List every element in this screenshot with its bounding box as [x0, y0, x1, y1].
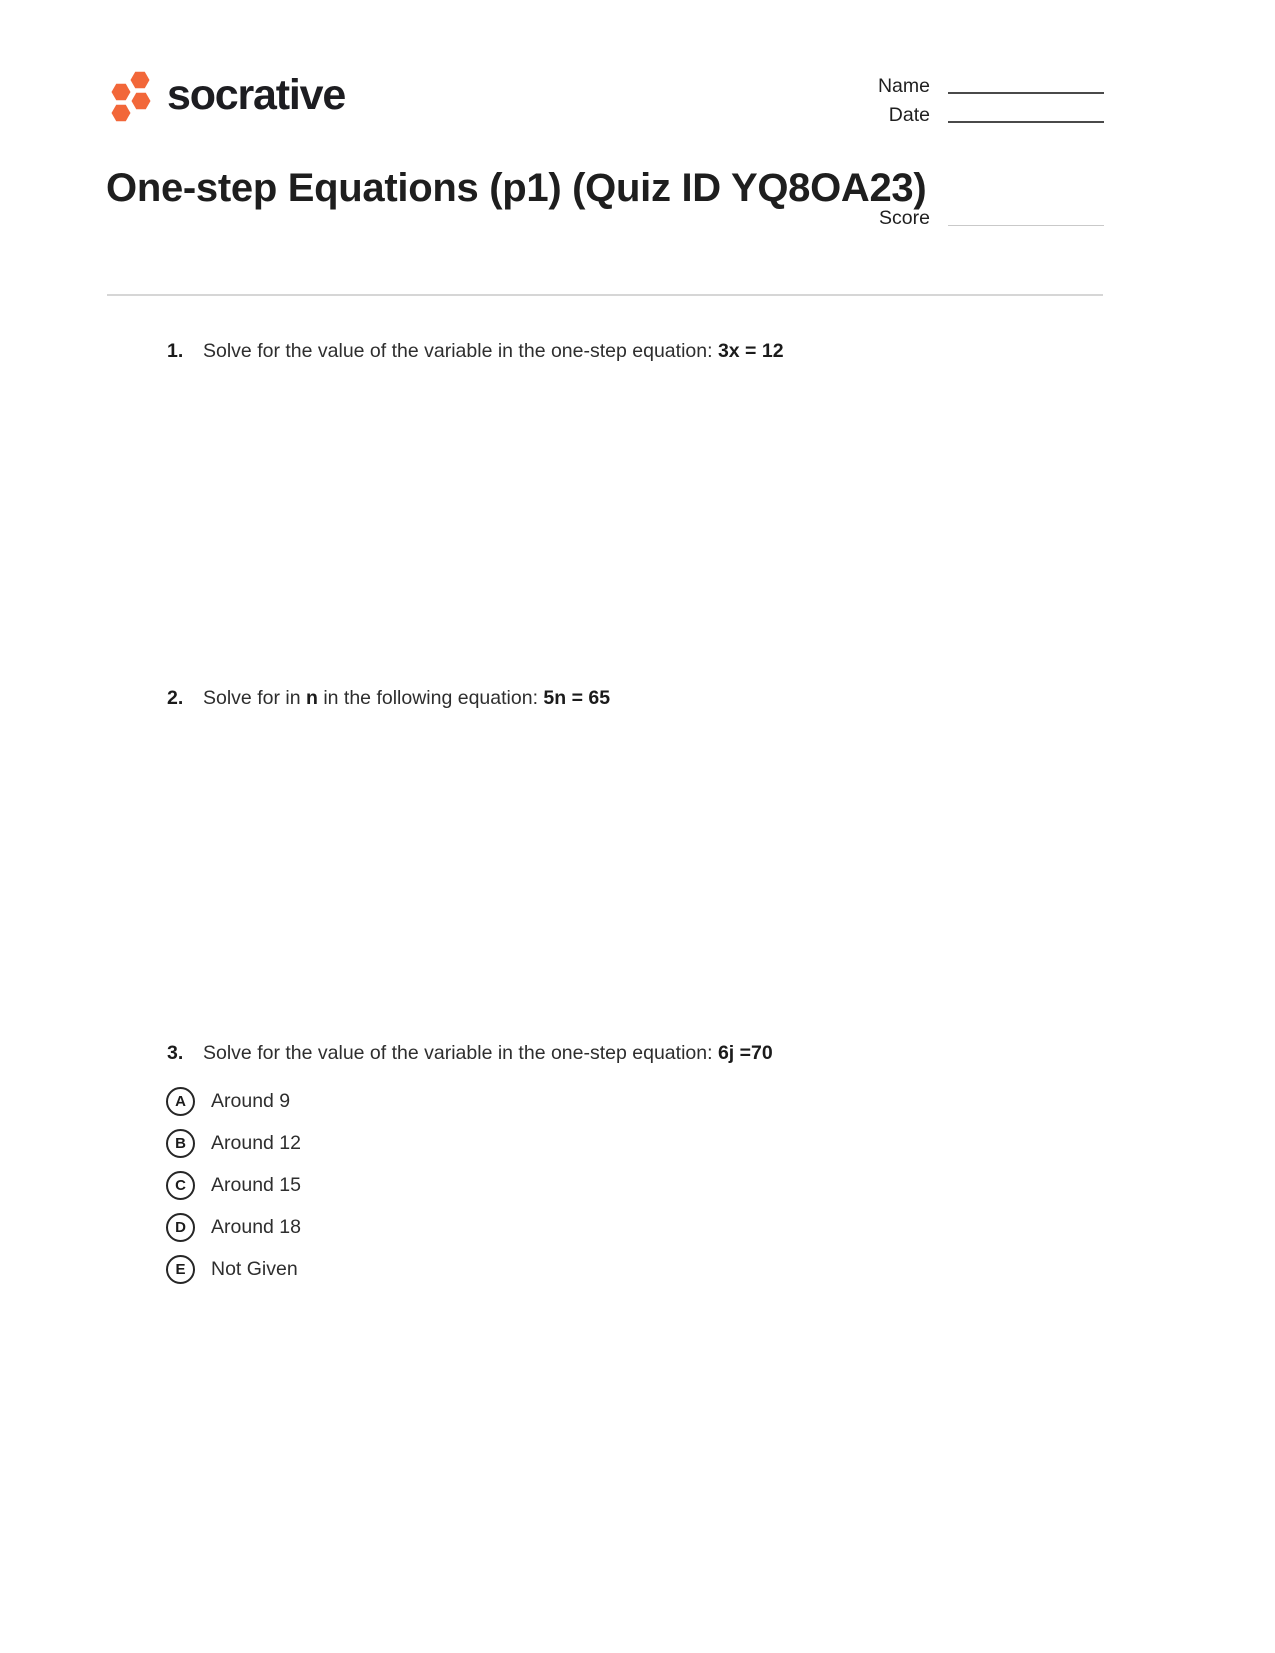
name-blank-line [948, 92, 1104, 94]
option-letter: D [175, 1218, 186, 1236]
name-label: Name [877, 75, 930, 97]
question-text-plain: Solve for the value of the variable in the one-step equation: [203, 1042, 713, 1064]
option-letter-circle [166, 1255, 195, 1284]
question-3 [167, 1040, 773, 1067]
answer-option-c [166, 1164, 301, 1206]
socrative-hexagons-icon [104, 67, 158, 127]
question-text [203, 1040, 773, 1067]
option-label: Not Given [211, 1257, 298, 1280]
socrative-wordmark: socrative [167, 70, 346, 119]
date-field [868, 103, 1104, 127]
option-letter-circle [166, 1171, 195, 1200]
equation-text: 3x = 12 [717, 340, 784, 362]
option-letter: A [175, 1092, 186, 1110]
variable-text: n [305, 687, 318, 709]
score-blank-line [948, 225, 1104, 226]
option-letter-circle [166, 1213, 195, 1242]
question-number: 2. [167, 687, 184, 709]
header-divider [107, 294, 1103, 296]
answer-option-a [166, 1080, 301, 1122]
question-text-plain: Solve for the value of the variable in the one-step equation: [203, 340, 713, 362]
question-text-plain: Solve for in [203, 687, 301, 709]
equation-text: 6j =70 [717, 1042, 773, 1064]
option-letter: C [175, 1176, 186, 1194]
question-number: 3. [167, 1042, 184, 1064]
option-label: Around 9 [211, 1089, 291, 1112]
date-blank-line [948, 121, 1104, 123]
option-label: Around 12 [211, 1131, 301, 1154]
socrative-logo [104, 66, 345, 128]
name-field [868, 74, 1104, 98]
question-2 [167, 685, 610, 712]
quiz-title: One-step Equations (p1) (Quiz ID YQ8OA23) [106, 166, 927, 210]
question-1 [167, 338, 784, 365]
answer-option-e [166, 1248, 301, 1290]
answer-option-b [166, 1122, 301, 1164]
date-label: Date [888, 104, 930, 126]
question-number: 1. [167, 340, 184, 362]
score-label: Score [879, 207, 930, 229]
equation-text: 5n = 65 [543, 687, 611, 709]
question-text-plain: in the following equation: [323, 687, 538, 709]
option-label: Around 15 [211, 1173, 301, 1196]
option-label: Around 18 [211, 1215, 301, 1238]
answer-options [166, 1080, 301, 1290]
answer-option-d [166, 1206, 301, 1248]
option-letter-circle [166, 1087, 195, 1116]
option-letter-circle [166, 1129, 195, 1158]
question-text [203, 338, 784, 365]
option-letter: B [175, 1134, 186, 1152]
option-letter: E [175, 1260, 186, 1278]
question-text [203, 685, 610, 712]
